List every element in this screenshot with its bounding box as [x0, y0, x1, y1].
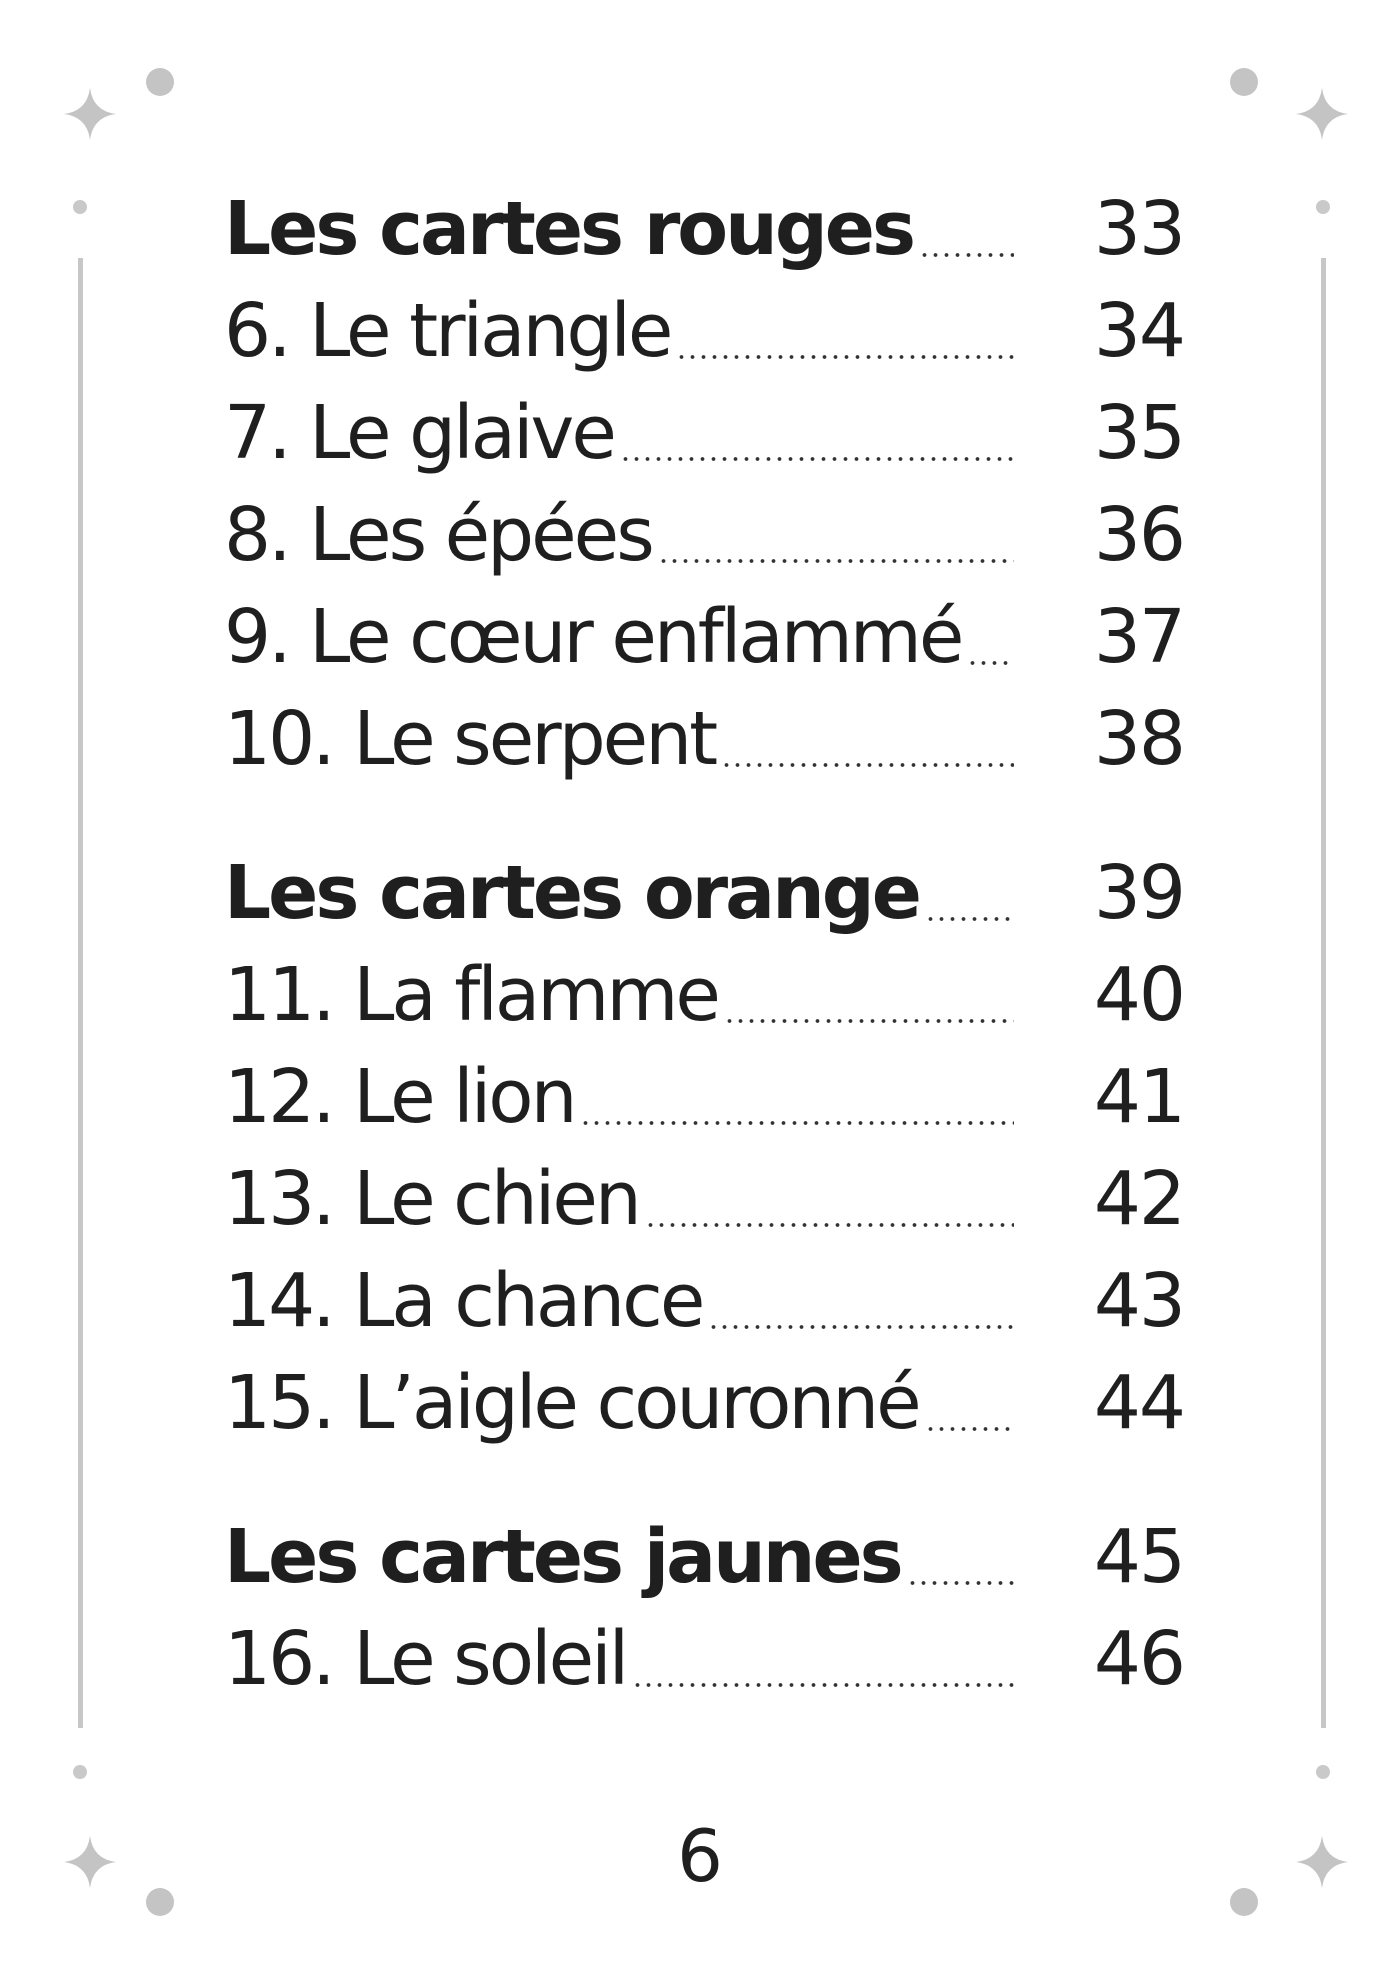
toc-dot-leader — [580, 1120, 1014, 1126]
toc-page-number: 42 — [1093, 1156, 1184, 1242]
toc-entry[interactable] — [224, 586, 1184, 688]
frame-line-left — [78, 258, 83, 1728]
toc-entry[interactable] — [224, 1148, 1184, 1250]
toc-entry[interactable] — [224, 688, 1184, 790]
toc-entry-label: 13. Le chien — [224, 1156, 639, 1242]
toc-page-number: 40 — [1093, 952, 1184, 1038]
toc-entry-label: 7. Le glaive — [224, 390, 614, 476]
dot-icon — [1316, 1765, 1330, 1779]
toc-dot-leader — [919, 252, 1014, 258]
toc-entry-label: 8. Les épées — [224, 492, 652, 578]
toc-section-orange[interactable] — [224, 842, 1184, 944]
toc-page-number: 33 — [1093, 186, 1184, 272]
toc-entry-label: 15. L’aigle couronné — [224, 1360, 919, 1446]
page-number: 6 — [677, 1814, 723, 1898]
toc-entry[interactable] — [224, 1046, 1184, 1148]
toc-entry-label: 14. La chance — [224, 1258, 703, 1344]
toc-entry-label: Les cartes rouges — [224, 186, 914, 272]
toc-entry[interactable] — [224, 280, 1184, 382]
toc-page-number: 39 — [1093, 850, 1184, 936]
toc-dot-leader — [721, 762, 1014, 768]
dot-icon — [73, 200, 87, 214]
toc-dot-leader — [676, 354, 1014, 360]
sparkle-icon — [64, 88, 116, 140]
toc-dot-leader — [620, 456, 1014, 462]
dot-icon — [146, 1888, 174, 1916]
toc-dot-leader — [925, 916, 1014, 922]
toc-dot-leader — [925, 1426, 1014, 1432]
toc-entry[interactable] — [224, 382, 1184, 484]
toc-page-number: 36 — [1093, 492, 1184, 578]
toc-dot-leader — [708, 1324, 1014, 1330]
toc-dot-leader — [658, 558, 1014, 564]
toc-page-number: 46 — [1093, 1616, 1184, 1702]
toc-entry-label: Les cartes jaunes — [224, 1514, 901, 1600]
toc-page-number: 45 — [1093, 1514, 1184, 1600]
sparkle-icon — [1296, 88, 1348, 140]
frame-line-right — [1321, 258, 1326, 1728]
toc-page-number: 35 — [1093, 390, 1184, 476]
table-of-contents — [224, 178, 1184, 1710]
dot-icon — [1316, 200, 1330, 214]
toc-entry[interactable] — [224, 484, 1184, 586]
toc-dot-leader — [907, 1580, 1014, 1586]
toc-page-number: 44 — [1093, 1360, 1184, 1446]
dot-icon — [1230, 68, 1258, 96]
toc-entry-label: 11. La flamme — [224, 952, 718, 1038]
toc-entry-label: 9. Le cœur enflammé — [224, 594, 962, 680]
toc-page-number: 41 — [1093, 1054, 1184, 1140]
toc-entry[interactable] — [224, 1608, 1184, 1710]
dot-icon — [73, 1765, 87, 1779]
toc-dot-leader — [724, 1018, 1014, 1024]
toc-page-number: 34 — [1093, 288, 1184, 374]
toc-dot-leader — [967, 660, 1014, 666]
toc-entry[interactable] — [224, 944, 1184, 1046]
toc-entry-label: 16. Le soleil — [224, 1616, 627, 1702]
dot-icon — [1230, 1888, 1258, 1916]
toc-page-number: 43 — [1093, 1258, 1184, 1344]
toc-page-number: 37 — [1093, 594, 1184, 680]
toc-section-jaunes[interactable] — [224, 1506, 1184, 1608]
toc-dot-leader — [632, 1682, 1014, 1688]
toc-entry-label: Les cartes orange — [224, 850, 919, 936]
toc-dot-leader — [645, 1222, 1014, 1228]
dot-icon — [146, 68, 174, 96]
toc-entry[interactable] — [224, 1250, 1184, 1352]
toc-entry[interactable] — [224, 1352, 1184, 1454]
toc-section-rouges[interactable] — [224, 178, 1184, 280]
toc-entry-label: 6. Le triangle — [224, 288, 671, 374]
toc-entry-label: 12. Le lion — [224, 1054, 575, 1140]
toc-entry-label: 10. Le serpent — [224, 696, 716, 782]
toc-page-number: 38 — [1093, 696, 1184, 782]
